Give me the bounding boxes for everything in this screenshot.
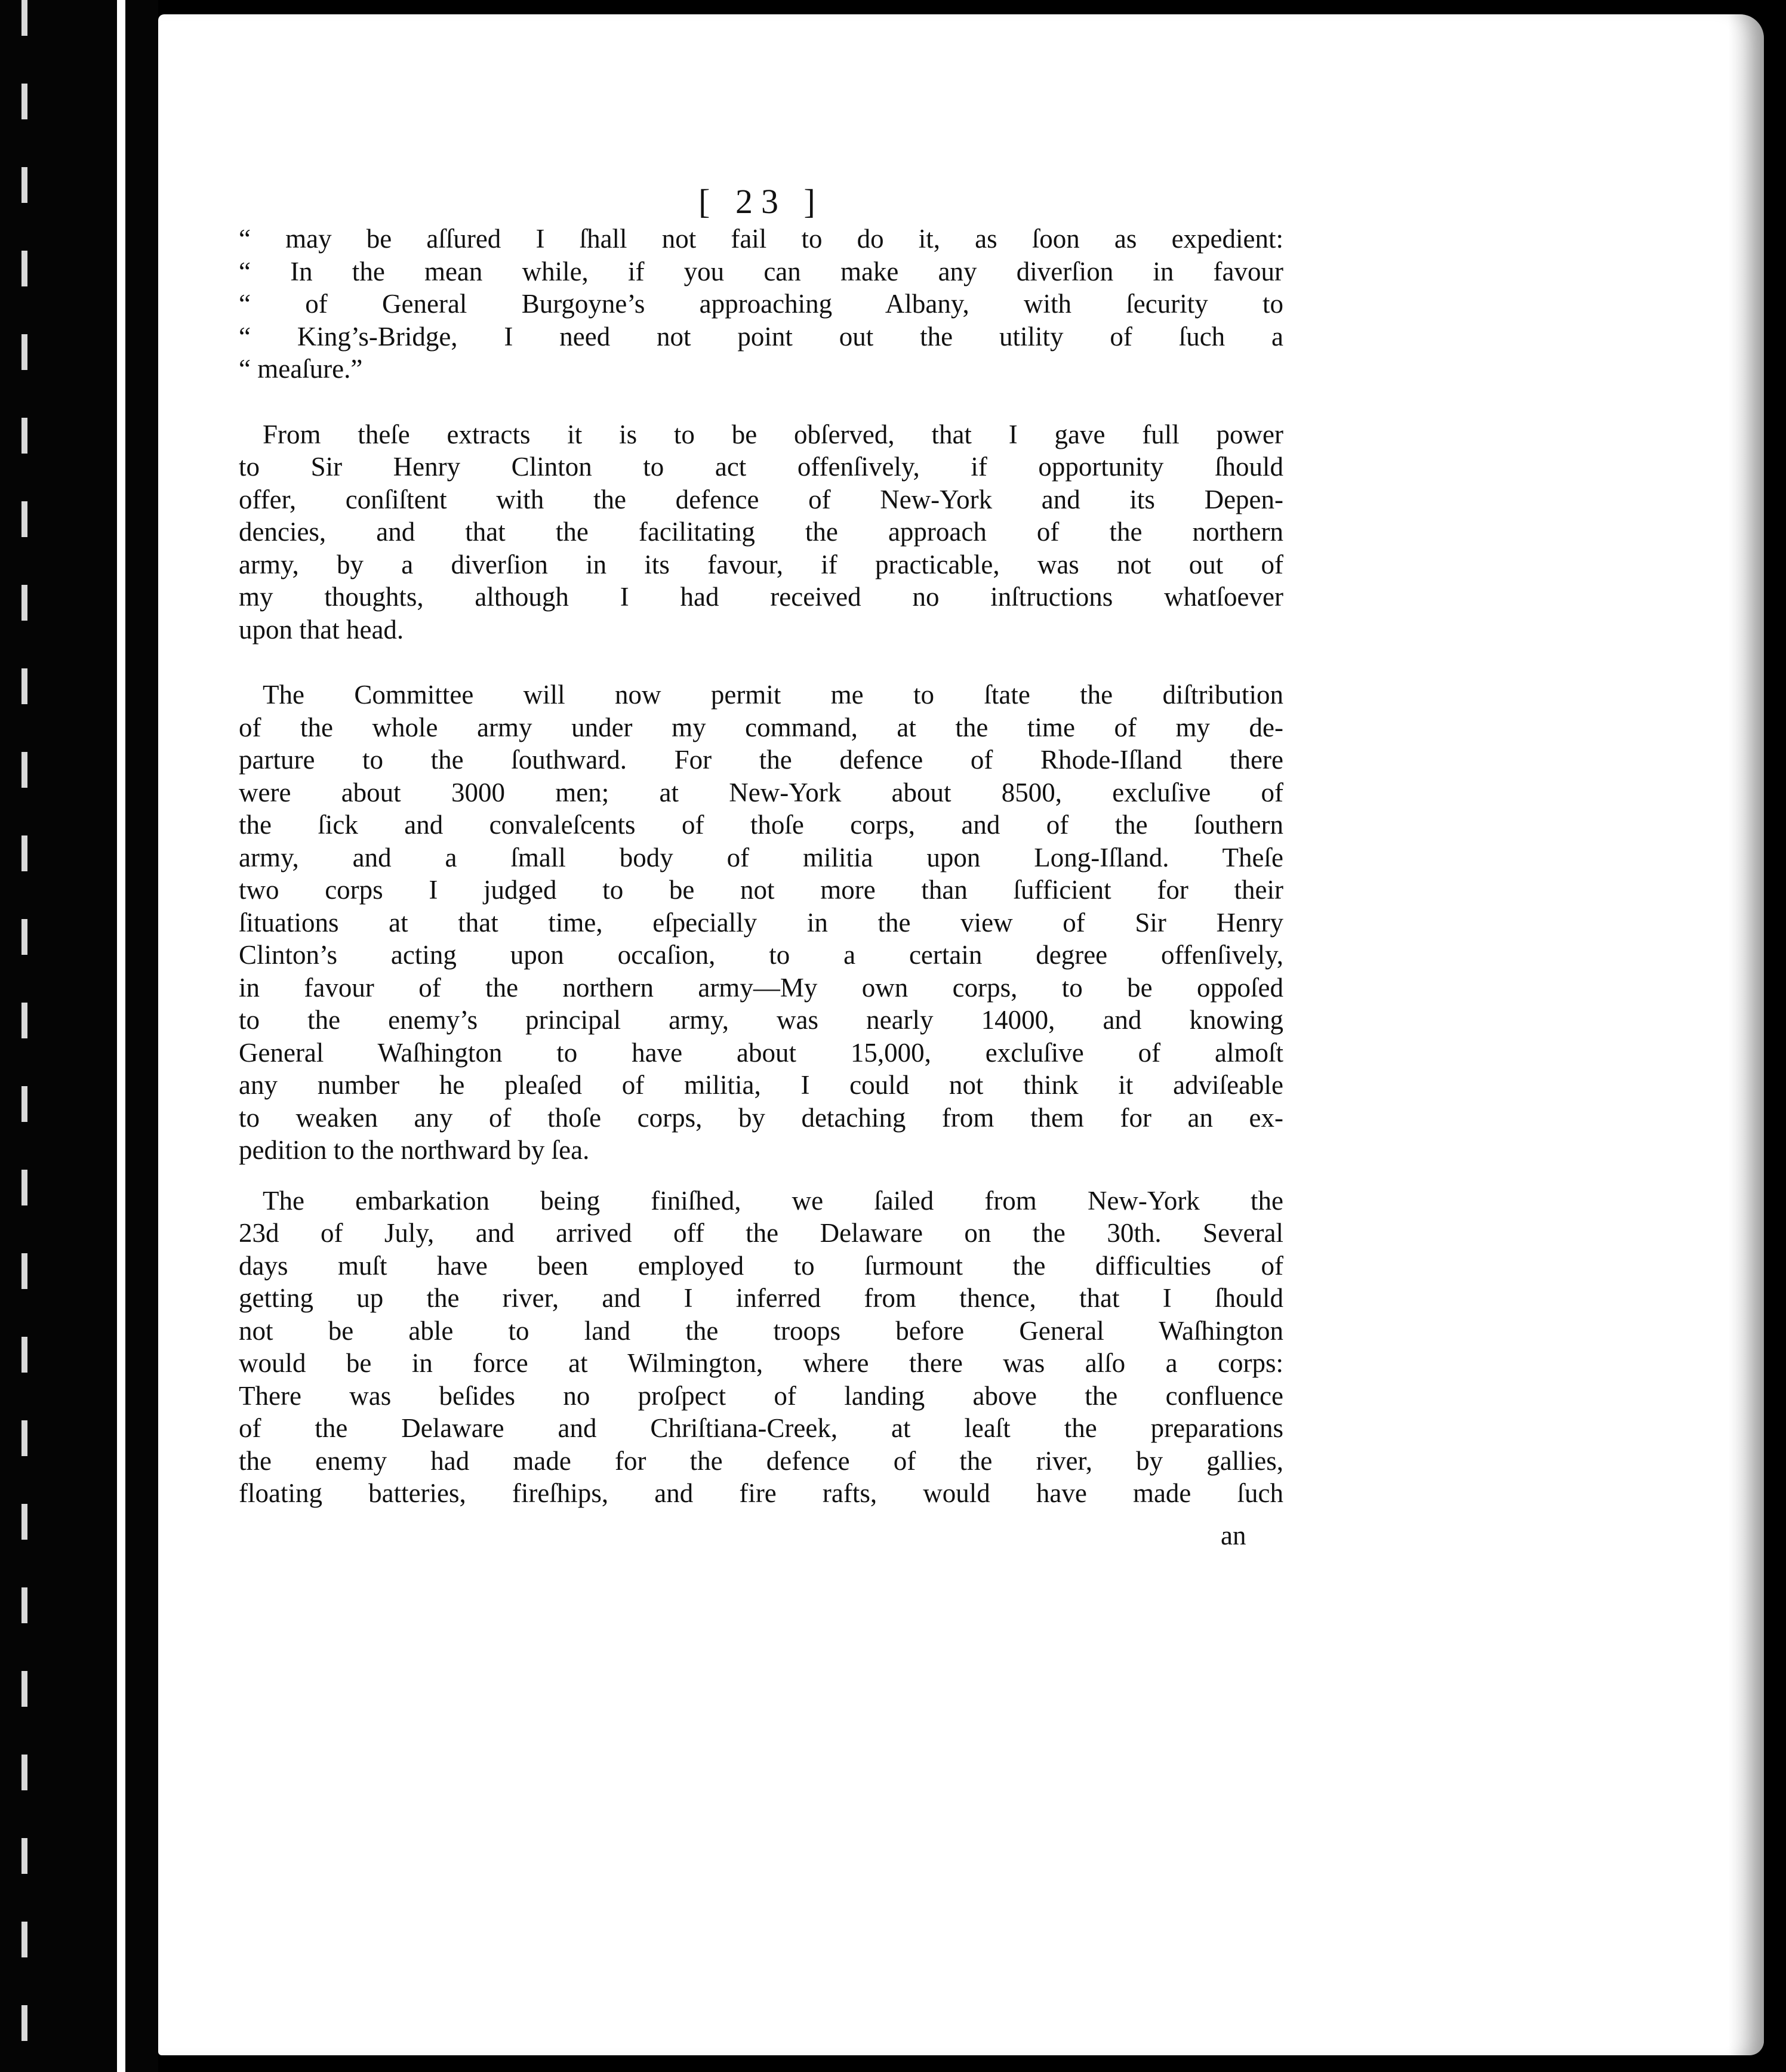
text-line: my thoughts, although I had received no inſtructions whatſoever (239, 582, 1283, 612)
paragraph-distribution (239, 679, 1283, 1167)
text-line: “ of General Burgoyne’s approaching Albany, with ſecurity to (239, 289, 1283, 319)
text-line: From theſe extracts it is to be obſerved, that I gave full power (263, 419, 1283, 449)
text-line: There was beſides no proſpect of landing above the confluence (239, 1380, 1283, 1411)
text-line: The Committee will now permit me to ſtate the diſtribution (263, 680, 1283, 710)
binding-mark (21, 0, 27, 2072)
paragraph-extracts (239, 418, 1283, 646)
text-line: two corps I judged to be not more than ſufficient for their (239, 875, 1283, 905)
text-line: “ meaſure.” (239, 354, 363, 384)
paragraph-embarkation (239, 1185, 1283, 1510)
text-line: The embarkation being finiſhed, we ſailed from New-York the (263, 1185, 1283, 1216)
text-line: of the whole army under my command, at the time of my de- (239, 712, 1283, 742)
text-line: days muſt have been employed to ſurmount the difficulties of (239, 1250, 1283, 1281)
page-number: [ 23 ] (698, 182, 824, 221)
paragraph-quote (239, 223, 1283, 386)
text-line: offer, conſiſtent with the defence of New-York and its Depen- (239, 484, 1283, 514)
page-text (239, 182, 1283, 1510)
text-line: were about 3000 men; at New-York about 8500, excluſive of (239, 777, 1283, 807)
text-line: to the enemy’s principal army, was nearly 14000, and knowing (239, 1005, 1283, 1035)
text-line: “ may be aſſured I ſhall not fail to do it, as ſoon as expedient: (239, 224, 1283, 254)
facing-page-edge (117, 0, 125, 2072)
text-line: the enemy had made for the defence of the river, by gallies, (239, 1445, 1283, 1476)
text-line: “ King’s-Bridge, I need not point out the utility of ſuch a (239, 321, 1283, 352)
text-line: Clinton’s acting upon occaſion, to a certain degree offenſively, (239, 940, 1283, 970)
text-line: dencies, and that the facilitating the approach of the northern (239, 517, 1283, 547)
text-line: floating batteries, fireſhips, and fire rafts, would have made ſuch (239, 1478, 1283, 1508)
text-line: getting up the river, and I inferred from thence, that I ſhould (239, 1283, 1283, 1313)
text-line: in favour of the northern army—My own corps, to be oppoſed (239, 972, 1283, 1003)
text-line: parture to the ſouthward. For the defence of Rhode-Iſland there (239, 745, 1283, 775)
text-line: army, by a diverſion in its favour, if practicable, was not out of (239, 549, 1283, 579)
book-binding (0, 0, 158, 2072)
text-line: ſituations at that time, eſpecially in the view of Sir Henry (239, 907, 1283, 938)
text-line: “ In the mean while, if you can make any diverſion in favour (239, 256, 1283, 286)
page-edge-shadow (1728, 14, 1764, 2055)
text-line: the ſick and convaleſcents of thoſe corps, and of the ſouthern (239, 810, 1283, 840)
text-line: upon that head. (239, 614, 404, 645)
text-line: to Sir Henry Clinton to act offenſively, if opportunity ſhould (239, 452, 1283, 482)
text-line: 23d of July, and arrived off the Delaware on the 30th. Several (239, 1218, 1283, 1248)
text-line: any number he pleaſed of militia, I could not think it adviſeable (239, 1070, 1283, 1100)
text-line: General Waſhington to have about 15,000, excluſive of almoſt (239, 1037, 1283, 1068)
catchword: an (1221, 1521, 1246, 1550)
text-line: of the Delaware and Chriſtiana-Creek, at leaſt the preparations (239, 1413, 1283, 1443)
text-line: would be in force at Wilmington, where there was alſo a corps: (239, 1348, 1283, 1378)
text-line: to weaken any of thoſe corps, by detaching from them for an ex- (239, 1102, 1283, 1133)
text-line: army, and a ſmall body of militia upon Long-Iſland. Theſe (239, 842, 1283, 872)
text-line: pedition to the northward by ſea. (239, 1135, 590, 1165)
text-line: not be able to land the troops before General Waſhington (239, 1315, 1283, 1346)
